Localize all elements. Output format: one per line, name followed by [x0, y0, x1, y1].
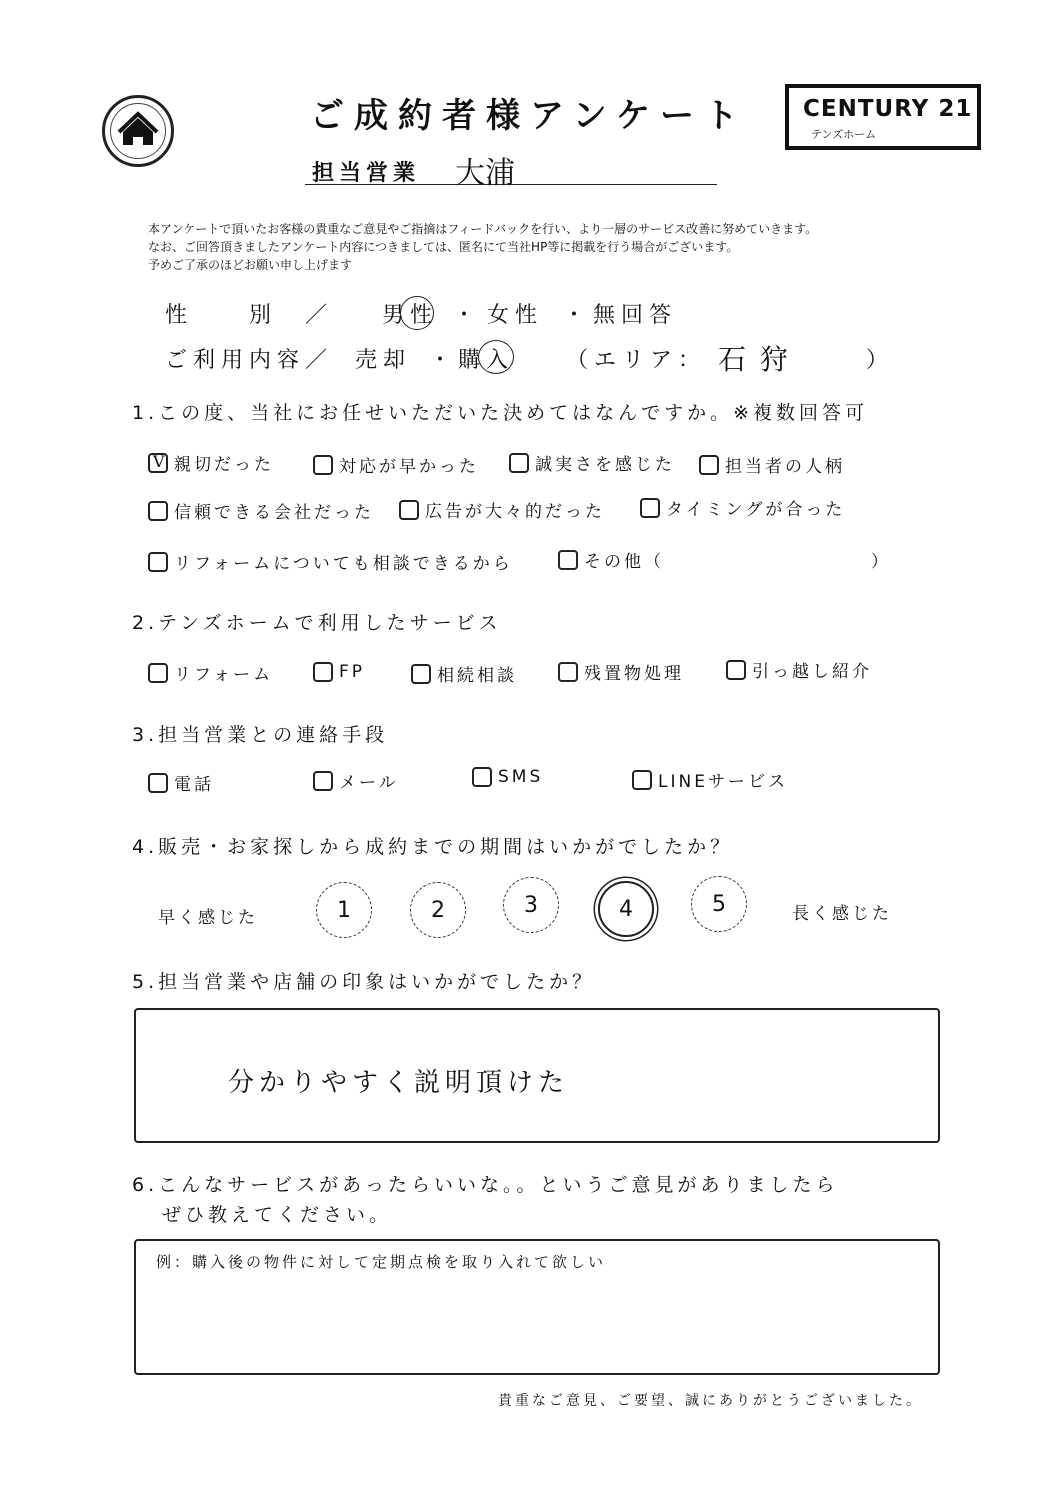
home-logo-icon: [102, 95, 174, 167]
gender-option-no-answer[interactable]: 無回答: [593, 303, 678, 328]
q1-option-label: 親切だった: [174, 455, 274, 475]
question-1: 1.この度、当社にお任せいただいた決めてはなんですか。※複数回答可: [132, 402, 869, 424]
q1-option-label: リフォームについても相談できるから: [174, 554, 513, 574]
gender-option-female[interactable]: 女性: [487, 303, 544, 328]
scale-option-5[interactable]: 5: [691, 876, 747, 932]
q1-option-label: 広告が大々的だった: [425, 502, 605, 522]
q1-option[interactable]: [313, 452, 479, 477]
q1-option-label: タイミングが合った: [666, 500, 846, 520]
checkbox[interactable]: [509, 453, 529, 473]
scale-left-label: 早く感じた: [158, 908, 258, 928]
q1-option[interactable]: [148, 549, 513, 574]
q2-option-label: FP: [339, 662, 366, 682]
question-6-line2: ぜひ教えてください。: [162, 1204, 393, 1226]
scale-option-1[interactable]: 1: [316, 882, 372, 938]
checkbox[interactable]: [313, 455, 333, 475]
checkbox[interactable]: [699, 455, 719, 475]
checkbox[interactable]: [411, 664, 431, 684]
staff-name-handwritten[interactable]: 大浦: [455, 156, 515, 191]
q3-option-label: メール: [339, 773, 399, 793]
usage-option-buy[interactable]: 購入: [458, 348, 515, 373]
separator-dot: ・: [563, 303, 592, 328]
gender-option-male[interactable]: 男性: [382, 303, 439, 328]
footer-thanks: 貴重なご意見、ご要望、誠にありがとうございました。: [498, 1393, 923, 1409]
separator-dot: ・: [429, 348, 458, 373]
question-2: 2.テンズホームで利用したサービス: [132, 612, 502, 634]
other-close: ）: [871, 552, 888, 572]
gender-selected-circle: [400, 296, 434, 330]
separator-dot: ・: [453, 303, 482, 328]
area-open: （エリア：: [566, 348, 707, 373]
intro-line: 本アンケートで頂いたお客様の貴重なご意見やご指摘はフィードバックを行い、より一層のサービス改善に努めていきます。: [148, 222, 818, 236]
q1-option-label: 信頼できる会社だった: [174, 503, 374, 523]
question-4: 4.販売・お家探しから成約までの期間はいかがでしたか？: [132, 836, 734, 858]
scale-option-4-selected[interactable]: 4: [598, 881, 654, 937]
q1-option-label: 担当者の人柄: [725, 457, 845, 477]
checkbox[interactable]: [640, 498, 660, 518]
q2-option-label: 相続相談: [437, 666, 517, 686]
q3-option-label: 電話: [174, 775, 214, 795]
checkbox[interactable]: [399, 500, 419, 520]
staff-label: 担当営業: [312, 161, 421, 186]
q2-option[interactable]: [726, 657, 872, 682]
checkbox[interactable]: [148, 501, 168, 521]
q2-option[interactable]: [148, 660, 273, 685]
q1-option[interactable]: [699, 452, 845, 477]
usage-label: ご利用内容／: [165, 348, 334, 373]
q1-option[interactable]: [399, 497, 605, 522]
q1-option-other[interactable]: [558, 547, 664, 572]
checkbox[interactable]: [472, 767, 492, 787]
checkbox[interactable]: [148, 663, 168, 683]
q3-option-label: LINEサービス: [658, 772, 788, 792]
checkbox[interactable]: [632, 770, 652, 790]
q1-option-label: 対応が早かった: [339, 457, 479, 477]
checkbox[interactable]: [313, 771, 333, 791]
checkbox[interactable]: [558, 662, 578, 682]
q1-option[interactable]: [148, 450, 274, 475]
checkbox[interactable]: [148, 552, 168, 572]
q2-option-label: 残置物処理: [584, 664, 684, 684]
q3-option[interactable]: [472, 767, 543, 787]
intro-line: 予めご了承のほどお願い申し上げます: [148, 258, 353, 272]
area-close: ）: [866, 348, 895, 373]
q1-option-label: その他（: [584, 552, 664, 572]
checkbox-checked[interactable]: [148, 453, 168, 473]
q5-answer-box[interactable]: [134, 1008, 940, 1143]
scale-option-2[interactable]: 2: [410, 882, 466, 938]
q2-option[interactable]: [558, 659, 684, 684]
intro-text: [148, 220, 817, 274]
checkbox[interactable]: [726, 660, 746, 680]
page-title: ご成約者様アンケート: [310, 96, 748, 136]
gender-label: 性 別 ／: [165, 303, 334, 328]
question-5: 5.担当営業や店舗の印象はいかがでしたか？: [132, 971, 596, 993]
q2-option-label: 引っ越し紹介: [752, 662, 872, 682]
checkbox[interactable]: [558, 550, 578, 570]
brand-logo: [785, 84, 981, 150]
q2-option[interactable]: [411, 661, 517, 686]
q1-option[interactable]: [148, 498, 374, 523]
usage-selected-circle: [478, 340, 514, 374]
usage-option-sell[interactable]: 売却: [355, 348, 412, 373]
q6-example-text: 例：購入後の物件に対して定期点検を取り入れて欲しい: [156, 1253, 607, 1271]
scale-option-3[interactable]: 3: [503, 877, 559, 933]
q6-answer-box[interactable]: [134, 1239, 940, 1375]
q1-option-label: 誠実さを感じた: [535, 455, 675, 475]
q3-option[interactable]: [632, 767, 788, 792]
q1-option[interactable]: [640, 495, 845, 520]
brand-name: CENTURY 21: [803, 96, 973, 122]
question-6-line1: 6.こんなサービスがあったらいいな。。というご意見がありましたら: [132, 1174, 839, 1196]
checkbox[interactable]: [313, 662, 333, 682]
area-value-handwritten[interactable]: 石狩: [718, 343, 803, 376]
intro-line: なお、ご回答頂きましたアンケート内容につきましては、匿名にて当社HP等に掲載を行う場合がございます。: [148, 240, 739, 254]
scale-right-label: 長く感じた: [792, 904, 892, 924]
q2-option-label: リフォーム: [174, 665, 274, 685]
checkbox[interactable]: [148, 773, 168, 793]
q2-option[interactable]: [313, 662, 365, 682]
q5-answer-handwritten: 分かりやすく説明頂けた: [228, 1068, 570, 1098]
brand-sub: テンズホーム: [811, 128, 877, 141]
q3-option-label: SMS: [498, 767, 544, 787]
staff-underline: [305, 184, 717, 185]
question-3: 3.担当営業との連絡手段: [132, 724, 389, 746]
q1-option[interactable]: [509, 450, 675, 475]
q3-option[interactable]: [148, 770, 214, 795]
q3-option[interactable]: [313, 768, 399, 793]
